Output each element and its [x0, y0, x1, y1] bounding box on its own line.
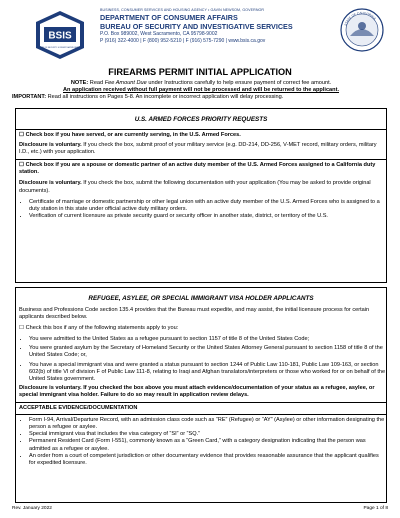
- refugee-statements-list: [16, 336, 386, 383]
- revision-date: Rev. January 2022: [12, 506, 52, 511]
- refugee-title: REFUGEE, ASYLEE, OR SPECIAL IMMIGRANT VISA HOLDER APPLICANTS: [88, 295, 314, 302]
- form-title: FIREARMS PERMIT INITIAL APPLICATION: [108, 67, 292, 77]
- refugee-section: [15, 287, 387, 503]
- list-item: • Special immigrant visa that includes the visa category of “SI” or “SQ.”: [29, 431, 386, 438]
- state-seal-icon: [340, 8, 384, 52]
- payment-warning: An application received without full payment will not be processed and will be returned to the applicant.: [63, 87, 339, 94]
- list-item: • You were admitted to the United States as a refugee pursuant to section 1157 of title 8 of the United States Code;: [29, 336, 386, 343]
- list-item: • You have a special immigrant visa and were granted a status pursuant to section 1244 of Public Law 110-181, Public Law 109-163, or section 602(b) of title VI of division F of Public Law 111-8, relating to Iraqi and Afghan translators/interpreters or those who worked for or on behalf of the United States government.: [29, 362, 386, 383]
- list-item: • You were granted asylum by the Secretary of Homeland Security or the United States Attorney General pursuant to section 1158 of title 8 of the United States Code; or,: [29, 345, 386, 359]
- list-item: • Permanent Resident Card (Form I-551), commonly known as a “Green Card,” with a category designation indicating that the person was admitted as a refugee or asylee.: [29, 438, 386, 452]
- list-item: • An order from a court of competent jurisdiction or other documentary evidence that provides reasonable assurance that the applicant qualifies for expedited licensure.: [29, 453, 386, 467]
- refugee-checkbox-row[interactable]: ☐ Check this box if any of the following statements apply to you:: [19, 325, 179, 332]
- intro-notes: [12, 80, 390, 102]
- mailing-address: P.O. Box 989002, West Sacramento, CA 95798-9002: [100, 31, 218, 37]
- logo-text: BSIS: [48, 30, 72, 42]
- armed-forces-section: [15, 108, 387, 283]
- important-note: IMPORTANT: Read all instructions on Pages 5-8. An incomplete or incorrect application will delay processing.: [12, 94, 284, 101]
- department-name: DEPARTMENT OF CONSUMER AFFAIRS: [100, 13, 238, 22]
- spouse-checkbox-row[interactable]: ☐ Check box if you are a spouse or domestic partner of an active duty member of the U.S. Armed Forces assigned to a California duty station.: [19, 162, 376, 176]
- spouse-disclosure: Disclosure is voluntary. If you check the box, submit the following documentation with your application (You may be asked to provide original documents).: [19, 180, 371, 194]
- evidence-list: [16, 417, 386, 467]
- contact-phones: P (916) 322-4000 | F (800) 952-5210 | F (916) 575-7290 | www.bsis.ca.gov: [100, 38, 266, 44]
- agency-header: [100, 8, 335, 45]
- bureau-name: BUREAU OF SECURITY AND INVESTIGATIVE SERVICES: [100, 22, 293, 31]
- evidence-title: ACCEPTABLE EVIDENCE/DOCUMENTATION: [19, 405, 138, 412]
- page-number: Page 1 of 8: [363, 506, 388, 511]
- spouse-documents-list: [16, 199, 386, 220]
- armed-forces-title: U.S. ARMED FORCES PRIORITY REQUESTS: [134, 116, 268, 123]
- refugee-intro: Business and Professions Code section 135.4 provides that the Bureau must expedite, and may assist, the initial licensure process for certain applicants described below.: [19, 307, 370, 321]
- refugee-disclosure: Disclosure is voluntary. If you checked the box above you must attach evidence/documentation of your status as a refugee, asylee, or special immigrant visa holder. Failure to do so may result in application review delays.: [19, 384, 375, 398]
- served-checkbox-row[interactable]: ☐ Check box if you have served, or are currently serving, in the U.S. Armed Forces.: [19, 132, 241, 138]
- list-item: • Verification of current licensure as private security guard or security officer in another state, district, or territory of the U.S.: [29, 213, 386, 220]
- agency-line: BUSINESS, CONSUMER SERVICES AND HOUSING AGENCY • GAVIN NEWSOM, GOVERNOR: [100, 8, 265, 12]
- list-item: • Certificate of marriage or domestic partnership or other legal union with an active duty member of the U.S. Armed Forces who is assigned to a duty station in this state under official active duty military orders.: [29, 199, 386, 213]
- military-disclosure: Disclosure is voluntary. If you check the box, submit proof of your military service (e.g. DD-214, DD-256, V-MET record, military orders, military I.D., etc.) with your application.: [19, 142, 377, 156]
- seal-text: STATE OF CALIFORNIA: [343, 10, 377, 27]
- bsis-logo: [32, 10, 88, 60]
- list-item: • Form I-94, Arrival/Departure Record, with an admission class code such as “RE” (Refugee) or “AY” (Asylee) or other information designating the person a refugee or asylee.: [29, 417, 386, 431]
- logo-subtext: BUREAU OF SECURITY & INVESTIGATIVE SERVICES: [36, 47, 84, 49]
- fee-note: NOTE: Read Fee Amount Due under Instructions carefully to help ensure payment of correct fee amount.: [70, 80, 332, 86]
